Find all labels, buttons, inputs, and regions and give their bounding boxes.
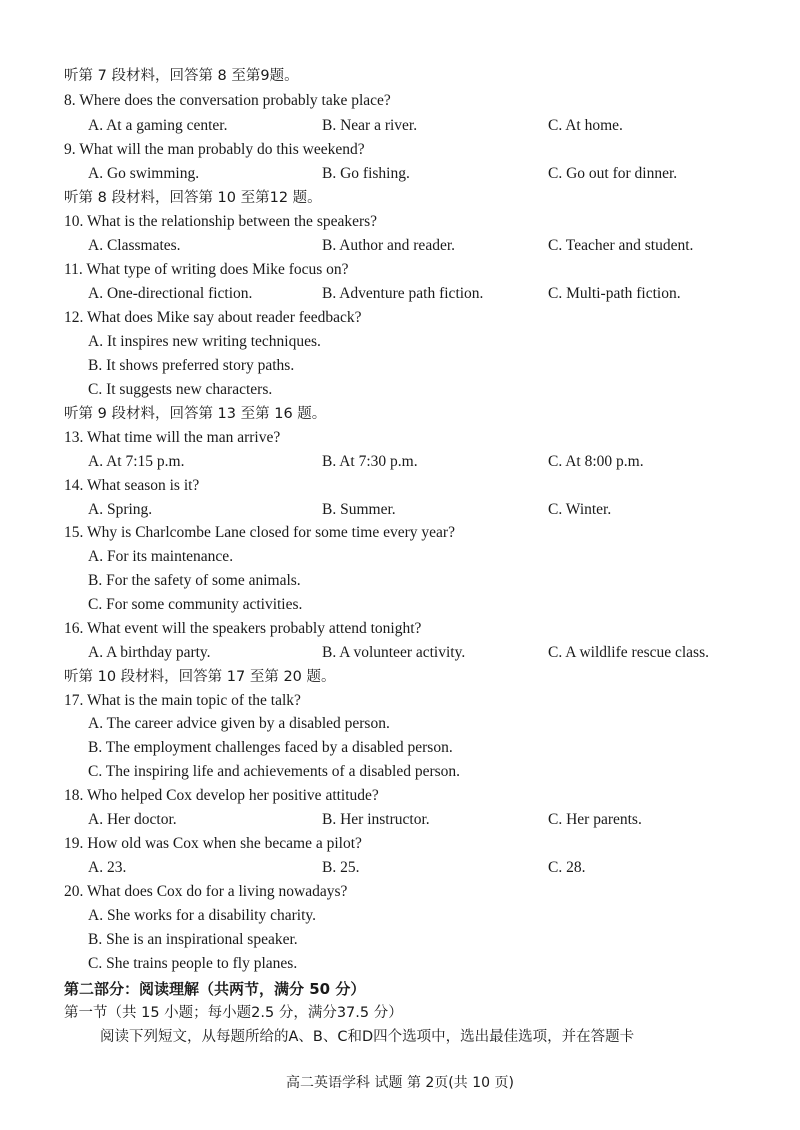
question-17-option-a: A. The career advice given by a disabled person. xyxy=(88,715,390,732)
question-14-stem: 14. What season is it? xyxy=(64,477,200,494)
question-8-option-b: B. Near a river. xyxy=(322,117,418,134)
question-14-option-b: B. Summer. xyxy=(322,501,396,518)
question-15-stem: 15. Why is Charlcombe Lane closed for some time every year? xyxy=(64,524,455,541)
section-8-header: 听第 8 段材料，回答第 10 至第12 题。 xyxy=(64,190,322,206)
question-17-option-c: C. The inspiring life and achievements of a disabled person. xyxy=(88,763,461,780)
part-2-section-1-header: 第一节（共 15 小题；每小题2.5 分，满分37.5 分） xyxy=(64,1005,403,1021)
question-17-option-b: B. The employment challenges faced by a disabled person. xyxy=(88,739,453,756)
question-14-option-a: A. Spring. xyxy=(88,501,153,518)
question-20-option-c: C. She trains people to fly planes. xyxy=(88,955,298,972)
question-17-stem: 17. What is the main topic of the talk? xyxy=(64,692,301,709)
question-10-stem: 10. What is the relationship between the speakers? xyxy=(64,213,378,230)
question-9-stem: 9. What will the man probably do this weekend? xyxy=(64,141,365,158)
question-8-option-a: A. At a gaming center. xyxy=(88,117,228,134)
question-12-option-b: B. It shows preferred story paths. xyxy=(88,357,295,374)
question-13-option-b: B. At 7:30 p.m. xyxy=(322,453,418,470)
page-footer: 高二英语学科 试题 第 2页(共 10 页) xyxy=(286,1075,514,1091)
question-10-option-c: C. Teacher and student. xyxy=(548,237,694,254)
question-18-option-a: A. Her doctor. xyxy=(88,811,177,828)
part-2-title: 第二部分：阅读理解（共两节，满分 50 分） xyxy=(64,980,366,998)
question-11-option-b: B. Adventure path fiction. xyxy=(322,285,484,302)
question-15-option-c: C. For some community activities. xyxy=(88,596,303,613)
question-12-option-a: A. It inspires new writing techniques. xyxy=(88,333,321,350)
question-12-option-c: C. It suggests new characters. xyxy=(88,381,273,398)
question-9-option-c: C. Go out for dinner. xyxy=(548,165,678,182)
section-9-header: 听第 9 段材料，回答第 13 至第 16 题。 xyxy=(64,406,327,422)
question-11-stem: 11. What type of writing does Mike focus on? xyxy=(64,261,349,278)
question-13-stem: 13. What time will the man arrive? xyxy=(64,429,281,446)
question-12-stem: 12. What does Mike say about reader feedback? xyxy=(64,309,362,326)
question-16-stem: 16. What event will the speakers probably attend tonight? xyxy=(64,620,422,637)
question-8-stem: 8. Where does the conversation probably take place? xyxy=(64,92,391,109)
question-20-stem: 20. What does Cox do for a living nowadays? xyxy=(64,883,348,900)
question-19-option-c: C. 28. xyxy=(548,859,586,876)
question-15-option-a: A. For its maintenance. xyxy=(88,548,234,565)
question-18-stem: 18. Who helped Cox develop her positive attitude? xyxy=(64,787,379,804)
question-11-option-a: A. One-directional fiction. xyxy=(88,285,253,302)
question-16-option-c: C. A wildlife rescue class. xyxy=(548,644,709,661)
question-18-option-c: C. Her parents. xyxy=(548,811,642,828)
question-18-option-b: B. Her instructor. xyxy=(322,811,430,828)
question-15-option-b: B. For the safety of some animals. xyxy=(88,572,301,589)
question-13-option-c: C. At 8:00 p.m. xyxy=(548,453,644,470)
question-9-option-a: A. Go swimming. xyxy=(88,165,200,182)
reading-instruction: 阅读下列短文，从每题所给的A、B、C和D四个选项中，选出最佳选项，并在答题卡 xyxy=(100,1029,635,1045)
question-13-option-a: A. At 7:15 p.m. xyxy=(88,453,185,470)
question-20-option-a: A. She works for a disability charity. xyxy=(88,907,317,924)
question-19-stem: 19. How old was Cox when she became a pilot? xyxy=(64,835,362,852)
question-19-option-b: B. 25. xyxy=(322,859,360,876)
question-16-option-b: B. A volunteer activity. xyxy=(322,644,466,661)
question-8-option-c: C. At home. xyxy=(548,117,623,134)
question-10-option-a: A. Classmates. xyxy=(88,237,181,254)
question-16-option-a: A. A birthday party. xyxy=(88,644,211,661)
question-10-option-b: B. Author and reader. xyxy=(322,237,456,254)
question-9-option-b: B. Go fishing. xyxy=(322,165,410,182)
question-14-option-c: C. Winter. xyxy=(548,501,612,518)
question-20-option-b: B. She is an inspirational speaker. xyxy=(88,931,298,948)
question-11-option-c: C. Multi-path fiction. xyxy=(548,285,681,302)
section-10-header: 听第 10 段材料，回答第 17 至第 20 题。 xyxy=(64,669,336,685)
section-7-header: 听第 7 段材料，回答第 8 至第9题。 xyxy=(64,68,299,84)
question-19-option-a: A. 23. xyxy=(88,859,127,876)
